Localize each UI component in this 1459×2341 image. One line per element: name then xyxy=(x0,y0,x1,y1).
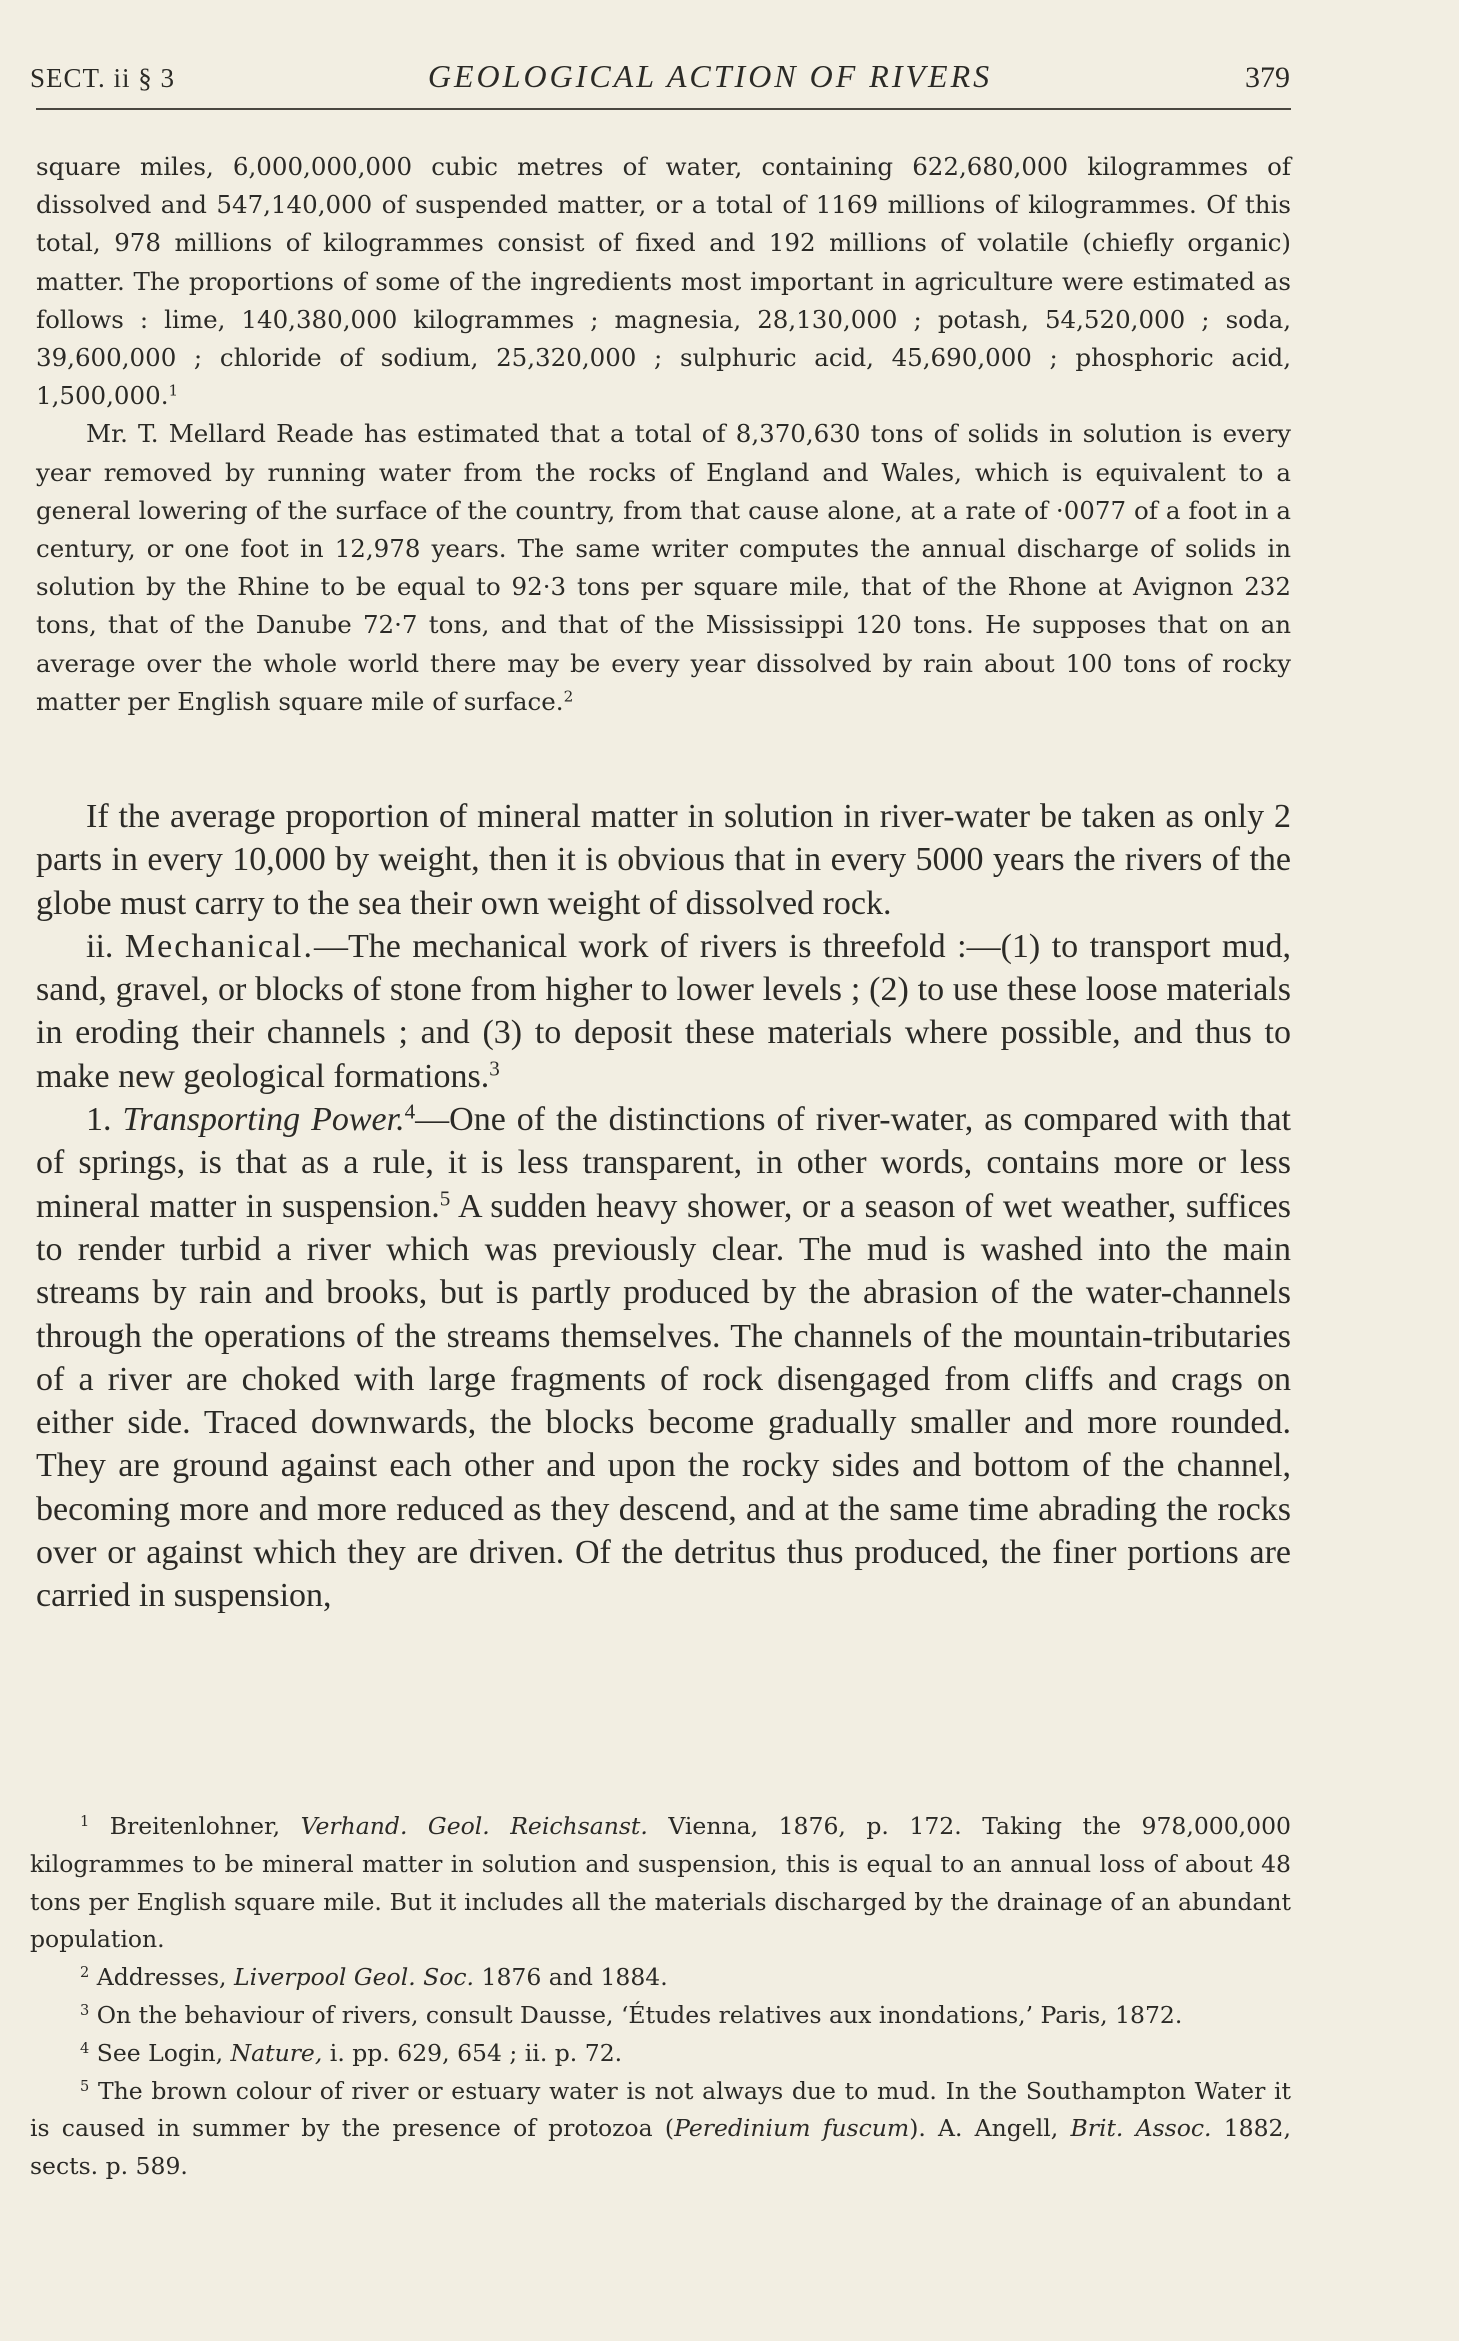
footnote-ref: 5 xyxy=(439,1186,451,1211)
footnote-5: $^5$ The brown colour of river or estuary water is not always due to mud. In the Southampton Water it is caused in summer by the presence of protozoa (Peredinium fuscum). A. Angell, Brit. Assoc. 1882, sects. p. 589. xyxy=(30,2076,1291,2181)
header-rule xyxy=(36,108,1291,110)
paragraph-nile-analysis: square miles, 6,000,000,000 cubic metres of water, containing 622,680,000 kilogrammes of dissolved and 547,140,000 of suspended matter, or a total of 1169 millions of kilogrammes. Of this total, 978 millions of kilogrammes consist of fixed and 192 millions of volatile (chiefly organic) matter. The proportions of some of the ingredients most important in agriculture were estimated as follows : lime, 140,380,000 kilogrammes ; magnesia, 28,130,000 ; potash, 54,520,000 ; soda, 39,600,000 ; chloride of sodium, 25,320,000 ; sulphuric acid, 45,690,000 ; phosphoric acid, 1,500,000.$^1$ xyxy=(36,152,1291,411)
paragraph-average-proportion: If the average proportion of mineral matter in solution in river-water be taken as only 2 parts in every 10,000 by weight, then it is obvious that in every 5000 years the rivers of the globe must carry to the sea their own weight of dissolved rock. xyxy=(36,798,1291,922)
page-number: 379 xyxy=(1245,61,1290,94)
paragraph-reade-estimate: Mr. T. Mellard Reade has estimated that a total of 8,370,630 tons of solids in solution is every year removed by running water from the rocks of England and Wales, which is equivalent to a general lowering of the surface of the country, from that cause alone, at a rate of ·0077 of a foot in a century, or one foot in 12,978 years. The same writer computes the annual discharge of solids in solution by the Rhine to be equal to 92·3 tons per square mile, that of the Rhone at Avignon 232 tons, that of the Danube 72·7 tons, and that of the Mississippi 120 tons. He supposes that on an average over the whole world there may be every year dissolved by rain about 100 tons of rocky matter per English square mile of surface.$^2$ xyxy=(36,419,1291,716)
footnote-ref: 2 xyxy=(563,687,574,706)
footnote-2: $^2$ Addresses, Liverpool Geol. Soc. 1876 and 1884. xyxy=(80,1963,668,1992)
footnote-3: $^3$ On the behaviour of rivers, consult Dausse, ‘Études relatives aux inondations,’ Paris, 1872. xyxy=(80,2000,1183,2029)
footnote-ref: 4 xyxy=(404,1099,416,1124)
paragraph-mechanical: ii. Mechanical.—The mechanical work of rivers is threefold :—(1) to transport mud, sand, gravel, or blocks of stone from higher to lower levels ; (2) to use these loose materials in eroding their channels ; and (3) to deposit these materials where possible, and thus to make new geological formations.$^3$ xyxy=(36,927,1291,1095)
section-label: SECT. ii § 3 xyxy=(30,63,176,93)
footnote-4: $^4$ See Login, Nature, i. pp. 629, 654 ; ii. p. 72. xyxy=(80,2038,623,2067)
heading-mechanical: Mechanical. xyxy=(124,927,314,965)
footnote-ref: 3 xyxy=(489,1056,500,1081)
footnote-1: $^1$ Breitenlohner, Verhand. Geol. Reichsanst. Vienna, 1876, p. 172. Taking the 978,000,000 kilogrammes to be mineral matter in solution and suspension, this is equal to an annual loss of about 48 tons per English square mile. But it includes all the materials discharged by the drainage of an abundant population. xyxy=(30,1812,1291,1954)
footnotes xyxy=(30,1808,1291,2186)
body-text-block xyxy=(36,795,1291,1618)
running-header xyxy=(30,58,1290,106)
small-type-block xyxy=(36,148,1291,721)
running-title: GEOLOGICAL ACTION OF RIVERS xyxy=(427,58,993,94)
footnote-ref: 1 xyxy=(168,381,179,400)
paragraph-transporting-power: 1. Transporting Power.$^4$—One of the distinctions of river-water, as compared with that of springs, is that as a rule, it is less transparent, in other words, contains more or less mineral matter in suspension.$^5$ A sudden heavy shower, or a season of wet weather, suffices to render turbid a river which was previously clear. The mud is washed into the main streams by rain and brooks, but is partly produced by the abrasion of the water-channels through the operations of the streams themselves. The channels of the mountain-tributaries of a river are choked with large fragments of rock disengaged from cliffs and crags on either side. Traced downwards, the blocks become gradually smaller and more rounded. They are ground against each other and upon the rocky sides and bottom of the channel, becoming more and more reduced as they descend, and at the same time abrading the rocks over or against which they are driven. Of the detritus thus produced, the finer portions are carried in suspension, xyxy=(36,1099,1292,1615)
heading-transporting-power: Transporting Power. xyxy=(122,1101,405,1139)
